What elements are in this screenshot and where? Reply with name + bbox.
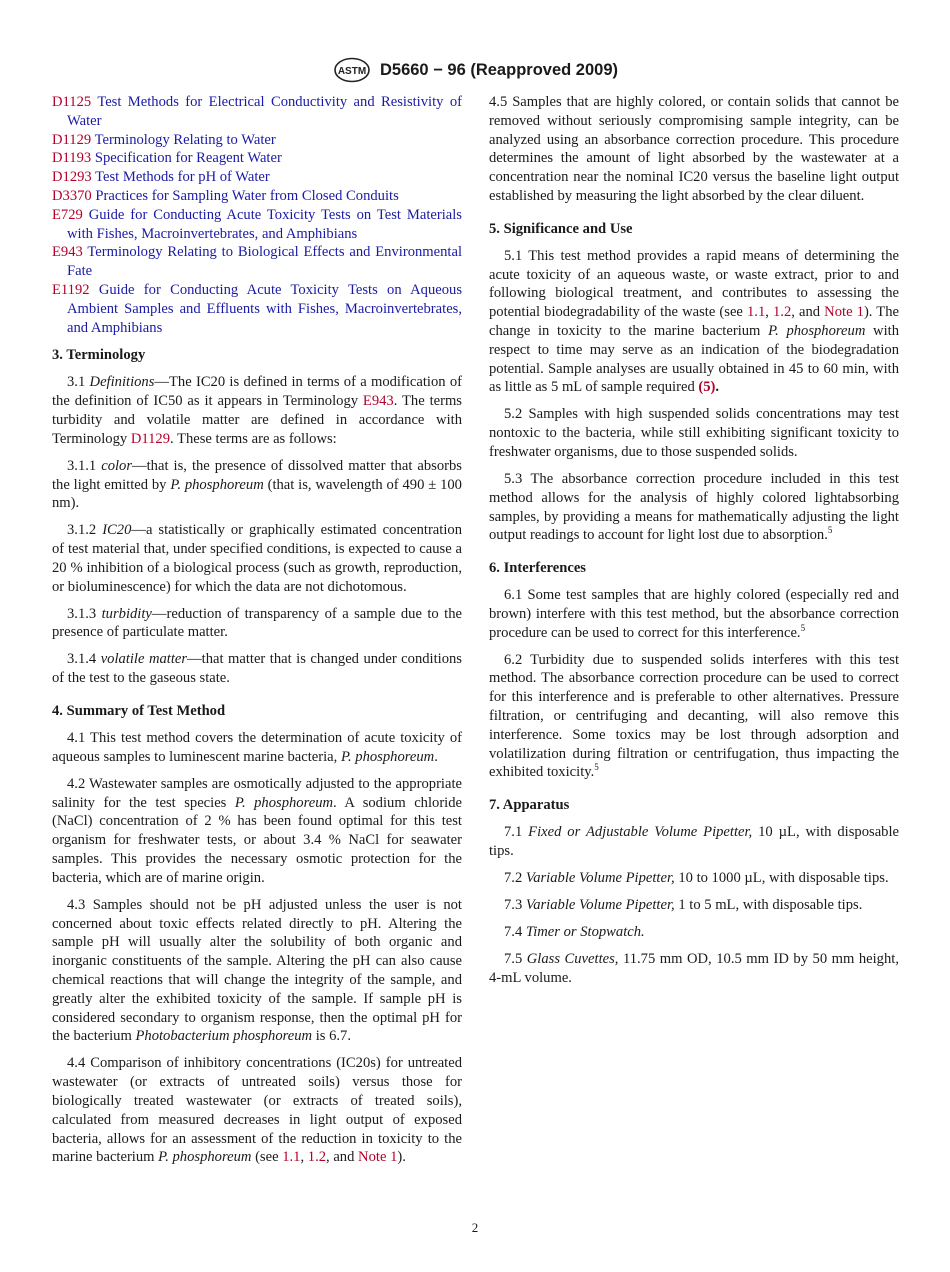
- reference-code[interactable]: D1125: [52, 94, 92, 110]
- ref-link[interactable]: D1129: [130, 430, 171, 447]
- reference-item: [52, 243, 462, 281]
- reference-item: [52, 187, 462, 206]
- ref-link[interactable]: 1.1: [282, 1149, 301, 1166]
- reference-item: [52, 281, 462, 337]
- ref-link[interactable]: 1.2: [307, 1149, 327, 1166]
- left-column: [52, 93, 462, 1175]
- ref-link[interactable]: 1.1: [747, 304, 766, 321]
- paragraph-7-1: 7.1 Fixed or Adjustable Volume Pipetter, 10 µL, with disposable tips.: [489, 824, 899, 860]
- reference-title[interactable]: Terminology Relating to Water: [94, 131, 276, 148]
- paragraph-4-1: 4.1 This test method covers the determination of acute toxicity of aqueous samples to luminescent marine bacteria, P. phosphoreum.: [52, 730, 462, 765]
- reference-code[interactable]: E729: [52, 206, 83, 223]
- section-heading-significance: 5. Significance and Use: [489, 220, 633, 237]
- section-heading-apparatus: 7. Apparatus: [489, 797, 570, 814]
- footnote-marker: 5: [827, 525, 833, 536]
- reference-list: [52, 93, 462, 337]
- reference-code[interactable]: D1193: [52, 150, 92, 167]
- reference-code[interactable]: D1129: [52, 131, 92, 148]
- reference-title[interactable]: Guide for Conducting Acute Toxicity Tests on Aqueous Ambient Samples and Effluents with Fishes, Macroinvertebrates, and Amphibians: [67, 281, 462, 336]
- reference-title[interactable]: Test Methods for pH of Water: [95, 169, 270, 186]
- paragraph-4-4: 4.4 Comparison of inhibitory concentrations (IC20s) for untreated wastewater (or extracts of untreated soils) versus those for biologically treated wastewater (or extracts of treated soils), calculated from measured decreases in light output of exposed bacteria, allows for an assessment of the reduction in toxicity to the marine bacterium P. phosphoreum (see 1.1, 1.2, and Note 1).: [52, 1055, 462, 1166]
- citation-link[interactable]: (5): [698, 379, 716, 396]
- footnote-marker: 5: [800, 622, 806, 633]
- paragraph-3-1-3: 3.1.3 turbidity—reduction of transparency of a sample due to the presence of particulate matter.: [52, 605, 462, 641]
- paragraph-3-1-4: 3.1.4 volatile matter—that matter that is changed under conditions of the test to the gaseous state.: [52, 651, 462, 687]
- reference-title[interactable]: Practices for Sampling Water from Closed Conduits: [95, 187, 399, 204]
- right-column: [489, 93, 899, 996]
- reference-code[interactable]: E943: [52, 244, 83, 261]
- section-heading-interferences: 6. Interferences: [489, 560, 586, 577]
- ref-link[interactable]: Note 1: [358, 1149, 398, 1166]
- paragraph-5-1: 5.1 This test method provides a rapid means of determining the acute toxicity of an aqueous waste, or waste extract, prior to and following biological treatment, and contributes to assessing the potential biodegradability of the waste (see 1.1, 1.2, and Note 1). The change in toxicity to the marine bacterium P. phosphoreum with respect to time may serve as an indication of the biodegradation potential. Sample analyses are usually obtained in 45 to 60 min, with as little as 5 mL of sample required (5).: [489, 247, 899, 396]
- paragraph-7-4: 7.4 Timer or Stopwatch.: [504, 923, 645, 940]
- paragraph-6-1: 6.1 Some test samples that are highly colored (especially red and brown) interfere with this test method, but the absorbance correction procedure can be used to correct for this interference.$^5$: [489, 587, 899, 641]
- reference-title[interactable]: Specification for Reagent Water: [94, 150, 282, 167]
- section-heading-terminology: 3. Terminology: [52, 347, 146, 364]
- paragraph-7-2: 7.2 Variable Volume Pipetter, 10 to 1000 µL, with disposable tips.: [504, 870, 889, 886]
- reference-title[interactable]: Guide for Conducting Acute Toxicity Tests on Test Materials with Fishes, Macroinvertebrates, and Amphibians: [67, 206, 462, 242]
- paragraph-3-1-1: 3.1.1 color—that is, the presence of dissolved matter that absorbs the light emitted by P. phosphoreum (that is, wavelength of 490 ± 100 nm).: [52, 457, 462, 512]
- paragraph-7-5: 7.5 Glass Cuvettes, 11.75 mm OD, 10.5 mm ID by 50 mm height, 4-mL volume.: [489, 950, 899, 986]
- ref-link[interactable]: 1.2: [773, 304, 792, 321]
- reference-item: [52, 206, 462, 244]
- paragraph-4-2: 4.2 Wastewater samples are osmotically adjusted to the appropriate salinity for the test species P. phosphoreum. A sodium chloride (NaCl) concentration of 2 % has been found optimal for this test organism for freshwater tests, or about 3.4 % NaCl for seawater samples. This provides the necessary osmotic protection for the bacteria, which are of marine origin.: [52, 775, 463, 886]
- paragraph-3-1: 3.1 Definitions—The IC20 is defined in terms of a modification of the definition of IC50 as it appears in Terminology E943. The terms turbidity and volatile matter are defined in accordance with Terminology D1129. These terms are as follows:: [52, 374, 462, 447]
- page-header: [0, 57, 950, 83]
- reference-code[interactable]: D1293: [52, 169, 92, 186]
- paragraph-5-2: 5.2 Samples with high suspended solids concentrations may test nontoxic to the bacteria, while still exhibiting significant toxicity to freshwater organisms, due to those suspended solids.: [489, 406, 899, 460]
- reference-title[interactable]: Test Methods for Electrical Conductivity and Resistivity of Water: [67, 94, 462, 129]
- paragraph-4-3: 4.3 Samples should not be pH adjusted unless the user is not concerned about toxic effects related directly to pH. Altering the sample pH will usually alter the solubility of both organic and inorganic constituents of the sample. Altering the pH can also cause chemical reactions that will change the integrity of the sample, and greatly alter the exhibited toxicity of the sample. If sample pH is considered secondary to organism response, then the optimal pH for the bacterium Photobacterium phosphoreum is 6.7.: [52, 896, 462, 1045]
- section-heading-summary: 4. Summary of Test Method: [52, 703, 226, 720]
- reference-item: [52, 168, 462, 187]
- reference-item: [52, 93, 462, 131]
- footnote-marker: 5: [594, 762, 599, 773]
- reference-item: [52, 149, 462, 168]
- astm-logo: [332, 57, 372, 83]
- document-designation: D5660 − 96 (Reapproved 2009): [379, 60, 618, 79]
- paragraph-7-3: 7.3 Variable Volume Pipetter, 1 to 5 mL, with disposable tips.: [504, 896, 863, 913]
- paragraph-5-3: 5.3 The absorbance correction procedure included in this test method allows for the analysis of highly colored lightabsorbing samples, by providing a means for mathematically adjusting the light output readings to account for light lost due to absorption.$^5$: [489, 470, 899, 544]
- paragraph-3-1-2: 3.1.2 IC20—a statistically or graphically estimated concentration of test material that, under specified conditions, is expected to cause a 20 % inhibition of a biological process (such as growth, reproduction, or bioluminescence) for which the data are not dichotomous.: [52, 522, 462, 595]
- reference-title[interactable]: Terminology Relating to Biological Effects and Environmental Fate: [67, 244, 462, 280]
- ref-link[interactable]: Note 1: [824, 304, 864, 321]
- page-number: 2: [471, 1220, 479, 1235]
- reference-code[interactable]: E1192: [52, 281, 90, 298]
- reference-code[interactable]: D3370: [52, 187, 92, 204]
- ref-link[interactable]: E943: [362, 393, 394, 410]
- paragraph-6-2: 6.2 Turbidity due to suspended solids interferes with this test method. The absorbance correction procedure can be used to correct for this interference and is preferable to other alternatives. Pressure filtration, or centrifuging and decanting, will also remove this interference. Some toxics may be lost through adsorption and volatilization during filtration or centrifugation, thus impacting the exhibited toxicity.$^5$: [489, 651, 899, 781]
- svg-text:ASTM: ASTM: [337, 66, 367, 77]
- paragraph-4-5: 4.5 Samples that are highly colored, or contain solids that cannot be removed without seriously compromising sample integrity, can be analyzed using an absorbance correction procedure. This procedure determines the amount of light absorbed by the wastewater at a concentration near the nominal IC20 versus the baseline light output established by measuring the light absorbed by the clear diluent.: [489, 94, 900, 204]
- reference-item: [52, 131, 462, 150]
